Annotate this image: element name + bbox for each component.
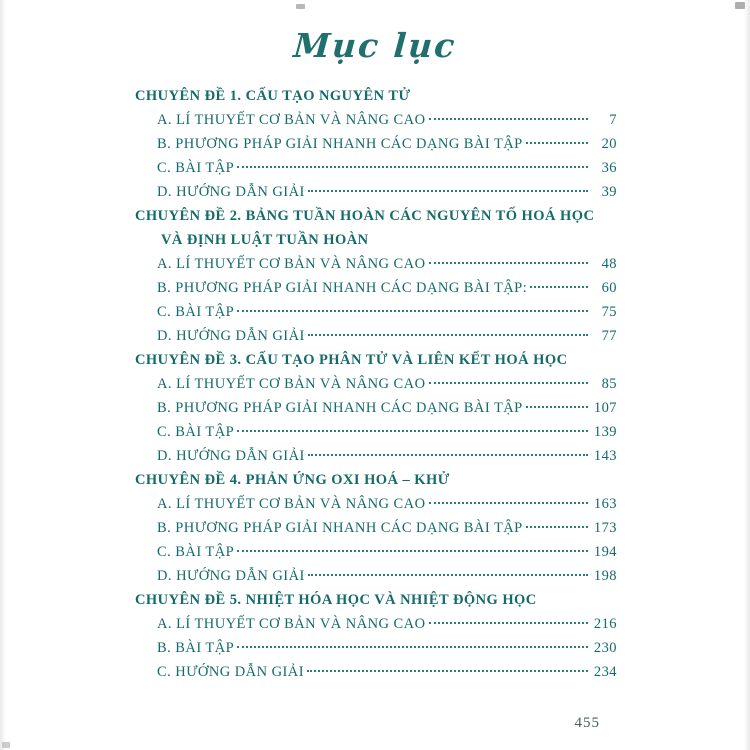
- entry-label: C. HƯỚNG DẪN GIẢI: [157, 664, 304, 680]
- entry-label: A. LÍ THUYẾT CƠ BẢN VÀ NÂNG CAO: [157, 616, 426, 632]
- section-heading: CHUYÊN ĐỀ 1. CẤU TẠO NGUYÊN TỬ: [135, 88, 411, 104]
- entry-page-number: 163: [593, 496, 617, 512]
- entry-page-number: 75: [601, 304, 617, 320]
- dot-leader: [237, 550, 588, 552]
- section-heading-continued: VÀ ĐỊNH LUẬT TUẦN HOÀN: [161, 232, 369, 248]
- toc-entry: [135, 492, 617, 516]
- toc-entry: [135, 540, 617, 564]
- dot-leader: [530, 286, 588, 288]
- page-edge-right: [744, 0, 750, 750]
- toc-section-2: [135, 204, 617, 348]
- entry-page-number: 143: [593, 448, 617, 464]
- toc-entry: [135, 444, 617, 468]
- dot-leader: [237, 310, 588, 312]
- photo-artifact: [735, 2, 745, 9]
- entry-page-number: 36: [601, 160, 617, 176]
- section-heading: CHUYÊN ĐỀ 5. NHIỆT HÓA HỌC VÀ NHIỆT ĐỘNG HỌC: [135, 592, 537, 608]
- toc-section-5: [135, 588, 617, 684]
- entry-page-number: 107: [593, 400, 617, 416]
- entry-page-number: 85: [601, 376, 617, 392]
- entry-label: B. PHƯƠNG PHÁP GIẢI NHANH CÁC DẠNG BÀI TẬP: [157, 400, 523, 416]
- toc-section-1: [135, 84, 617, 204]
- entry-page-number: 20: [601, 136, 617, 152]
- toc-entry: [135, 324, 617, 348]
- dot-leader: [429, 502, 588, 504]
- entry-page-number: 198: [593, 568, 617, 584]
- toc-entry: [135, 372, 617, 396]
- toc-entry: [135, 564, 617, 588]
- entry-page-number: 77: [601, 328, 617, 344]
- entry-page-number: 216: [593, 616, 617, 632]
- entry-label: D. HƯỚNG DẪN GIẢI: [157, 448, 305, 464]
- entry-label: C. BÀI TẬP: [157, 304, 235, 320]
- entry-label: B. PHƯƠNG PHÁP GIẢI NHANH CÁC DẠNG BÀI TẬP: [157, 520, 523, 536]
- toc-entry: [135, 660, 617, 684]
- dot-leader: [429, 262, 588, 264]
- toc-entry: [135, 300, 617, 324]
- photo-artifact: [2, 742, 10, 748]
- entry-label: A. LÍ THUYẾT CƠ BẢN VÀ NÂNG CAO: [157, 376, 426, 392]
- toc-entry: [135, 636, 617, 660]
- toc-section-3: [135, 348, 617, 468]
- entry-page-number: 48: [601, 256, 617, 272]
- table-of-contents: [135, 84, 617, 684]
- toc-entry: [135, 396, 617, 420]
- entry-page-number: 194: [593, 544, 617, 560]
- entry-label: B. PHƯƠNG PHÁP GIẢI NHANH CÁC DẠNG BÀI TẬP:: [157, 280, 528, 296]
- toc-section-4: [135, 468, 617, 588]
- entry-page-number: 60: [601, 280, 617, 296]
- entry-page-number: 39: [601, 184, 617, 200]
- toc-entry: [135, 180, 617, 204]
- entry-label: D. HƯỚNG DẪN GIẢI: [157, 568, 305, 584]
- dot-leader: [308, 454, 588, 456]
- dot-leader: [429, 118, 588, 120]
- dot-leader: [237, 166, 588, 168]
- dot-leader: [429, 622, 588, 624]
- section-heading: CHUYÊN ĐỀ 4. PHẢN ỨNG OXI HOÁ – KHỬ: [135, 472, 450, 488]
- dot-leader: [526, 142, 588, 144]
- dot-leader: [526, 526, 588, 528]
- entry-label: A. LÍ THUYẾT CƠ BẢN VÀ NÂNG CAO: [157, 496, 426, 512]
- entry-label: B. PHƯƠNG PHÁP GIẢI NHANH CÁC DẠNG BÀI TẬP: [157, 136, 523, 152]
- toc-entry: [135, 252, 617, 276]
- dot-leader: [237, 430, 588, 432]
- entry-label: C. BÀI TẬP: [157, 160, 235, 176]
- dot-leader: [429, 382, 588, 384]
- entry-label: C. BÀI TẬP: [157, 544, 235, 560]
- toc-entry: [135, 420, 617, 444]
- entry-page-number: 173: [593, 520, 617, 536]
- entry-page-number: 139: [593, 424, 617, 440]
- toc-entry: [135, 108, 617, 132]
- book-page-number: 455: [574, 715, 600, 731]
- dot-leader: [307, 670, 588, 672]
- photo-artifact: [296, 4, 305, 9]
- section-heading: CHUYÊN ĐỀ 2. BẢNG TUẦN HOÀN CÁC NGUYÊN TỐ HOÁ HỌC: [135, 208, 595, 224]
- section-heading: CHUYÊN ĐỀ 3. CẤU TẠO PHÂN TỬ VÀ LIÊN KẾT HOÁ HỌC: [135, 352, 568, 368]
- dot-leader: [308, 574, 588, 576]
- page-edge-left: [0, 0, 6, 750]
- dot-leader: [526, 406, 588, 408]
- entry-label: C. BÀI TẬP: [157, 424, 235, 440]
- toc-entry: [135, 516, 617, 540]
- entry-label: A. LÍ THUYẾT CƠ BẢN VÀ NÂNG CAO: [157, 256, 426, 272]
- entry-label: D. HƯỚNG DẪN GIẢI: [157, 328, 305, 344]
- entry-label: A. LÍ THUYẾT CƠ BẢN VÀ NÂNG CAO: [157, 112, 426, 128]
- entry-page-number: 7: [609, 112, 617, 128]
- dot-leader: [237, 646, 588, 648]
- dot-leader: [308, 190, 588, 192]
- page-title: Mục lục: [292, 26, 458, 65]
- dot-leader: [308, 334, 588, 336]
- entry-page-number: 230: [593, 640, 617, 656]
- entry-page-number: 234: [593, 664, 617, 680]
- toc-entry: [135, 276, 617, 300]
- toc-entry: [135, 132, 617, 156]
- toc-entry: [135, 612, 617, 636]
- entry-label: D. HƯỚNG DẪN GIẢI: [157, 184, 305, 200]
- entry-label: B. BÀI TẬP: [157, 640, 235, 656]
- toc-entry: [135, 156, 617, 180]
